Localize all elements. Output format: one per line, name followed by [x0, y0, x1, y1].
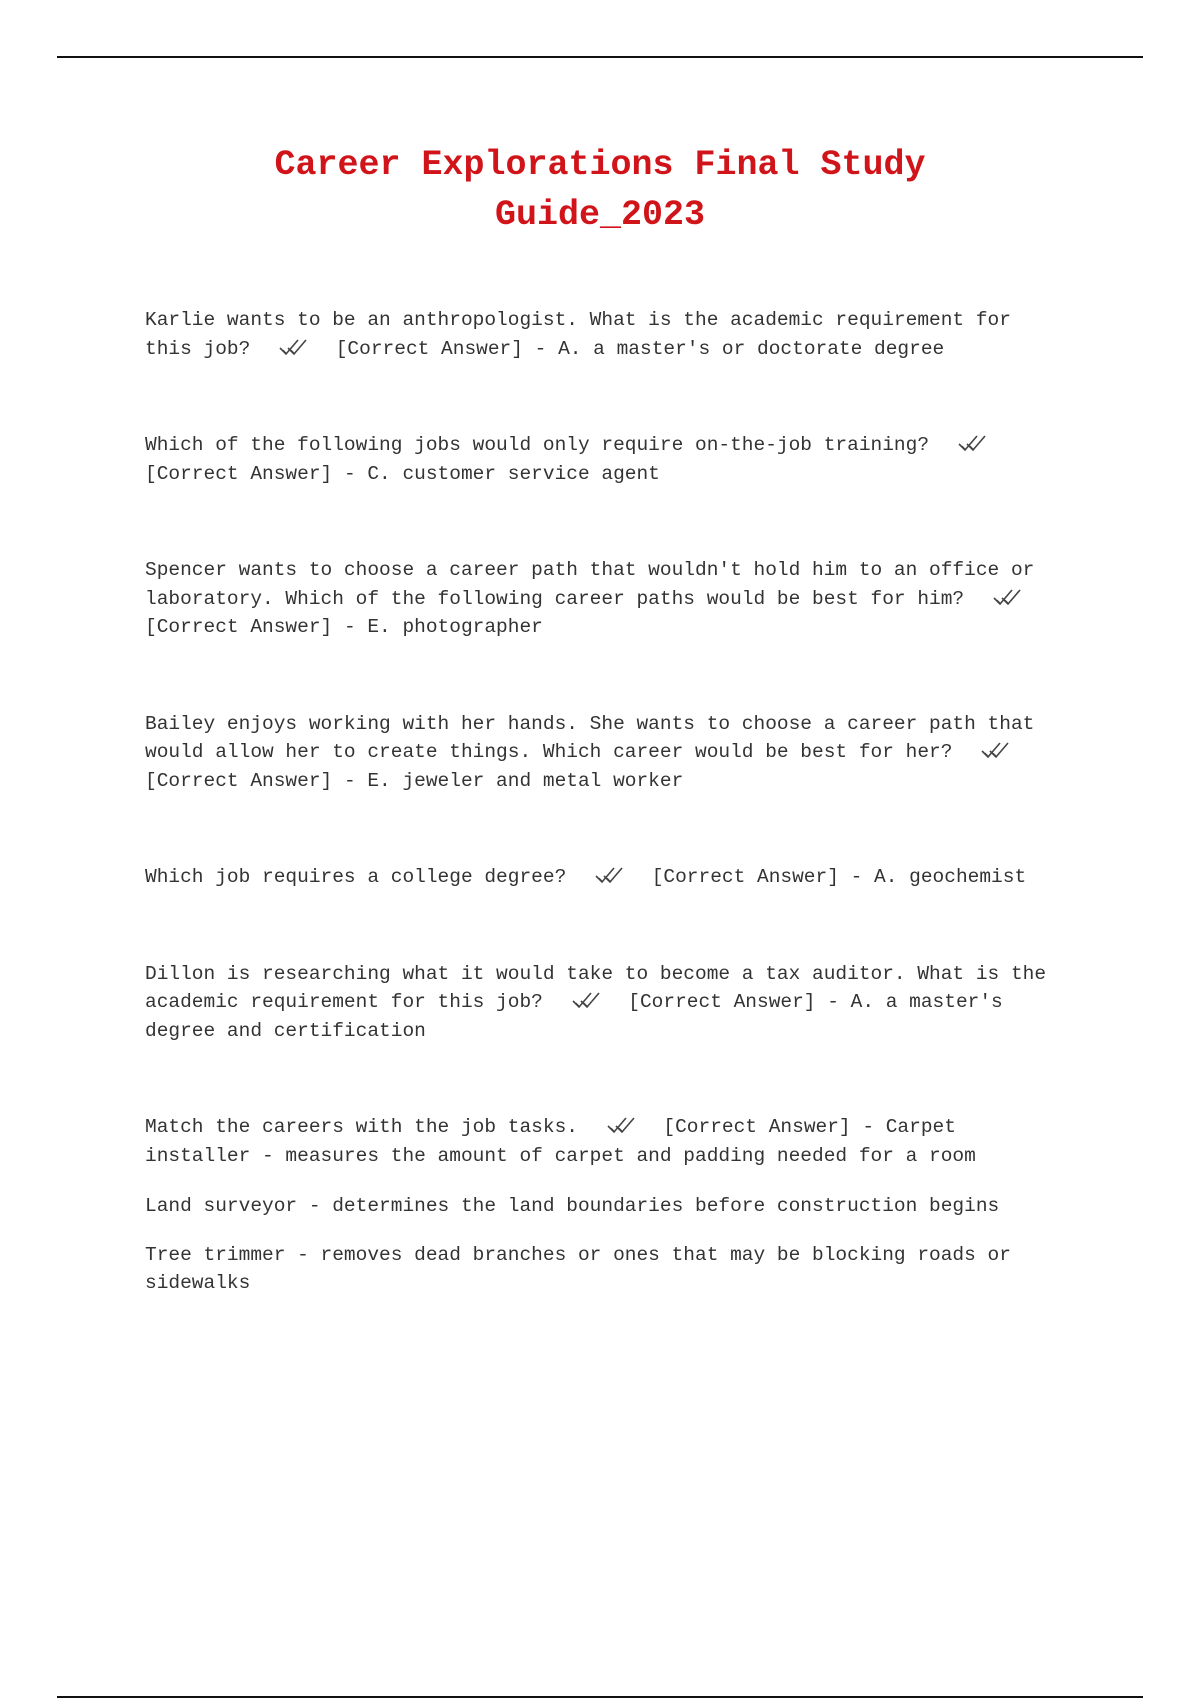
correct-answer-marker: [Correct Answer]	[145, 462, 333, 485]
correct-answer-marker: [Correct Answer]	[145, 616, 333, 638]
match-line: Tree trimmer - removes dead branches or ones that may be blocking roads or sidewalks	[145, 1243, 1011, 1294]
double-check-icon	[957, 433, 991, 453]
question-text: Bailey enjoys working with her hands. She wants to choose a career path that would allow her to create things. Which career would be best for her?	[145, 712, 1035, 763]
qa-item	[145, 306, 1065, 363]
correct-answer-marker: [Correct Answer]	[663, 1116, 851, 1138]
question-text: Dillon is researching what it would take to become a tax auditor. What is the academic requirement for this job?	[145, 962, 1047, 1013]
answer-text: - A. a master's degree and certification	[145, 991, 1003, 1042]
question-text: Spencer wants to choose a career path that wouldn't hold him to an office or laboratory. Which of the following career paths would be best for him?	[145, 559, 1035, 610]
question-text: Match the careers with the job tasks.	[145, 1116, 578, 1138]
page-title: Career Explorations Final Study Guide_2023	[274, 145, 926, 235]
double-check-icon	[980, 740, 1014, 760]
top-rule	[57, 56, 1143, 58]
answer-text: - E. photographer	[343, 616, 543, 638]
double-check-icon	[606, 1115, 640, 1135]
match-line: Land surveyor - determines the land boundaries before construction begins	[145, 1195, 1000, 1217]
question-text: Which of the following jobs would only require on-the-job training?	[145, 434, 930, 456]
qa-item	[145, 960, 1065, 1046]
correct-answer-marker: [Correct Answer]	[335, 337, 523, 360]
qa-item	[145, 1113, 1065, 1170]
correct-answer-marker: [Correct Answer]	[145, 769, 333, 792]
study-guide-content	[145, 306, 1065, 1298]
question-text: Karlie wants to be an anthropologist. What is the academic requirement for this job?	[145, 309, 1011, 360]
answer-text: - E. jeweler and metal worker	[343, 769, 684, 792]
double-check-icon	[992, 587, 1026, 607]
correct-answer-marker: [Correct Answer]	[651, 866, 839, 888]
qa-item	[145, 431, 1065, 488]
double-check-icon	[594, 865, 628, 885]
double-check-icon	[571, 990, 605, 1010]
double-check-icon	[278, 337, 312, 357]
answer-text: - C. customer service agent	[343, 462, 660, 485]
answer-text: - A. a master's or doctorate degree	[534, 337, 945, 360]
question-text: Which job requires a college degree?	[145, 866, 567, 888]
bottom-rule	[57, 1696, 1143, 1698]
correct-answer-marker: [Correct Answer]	[628, 991, 816, 1013]
answer-text: - Carpet installer - measures the amount of carpet and padding needed for a room	[145, 1116, 976, 1167]
qa-item	[145, 863, 1065, 892]
qa-item	[145, 710, 1065, 796]
answer-text: - A. geochemist	[850, 866, 1027, 888]
qa-item	[145, 556, 1065, 642]
